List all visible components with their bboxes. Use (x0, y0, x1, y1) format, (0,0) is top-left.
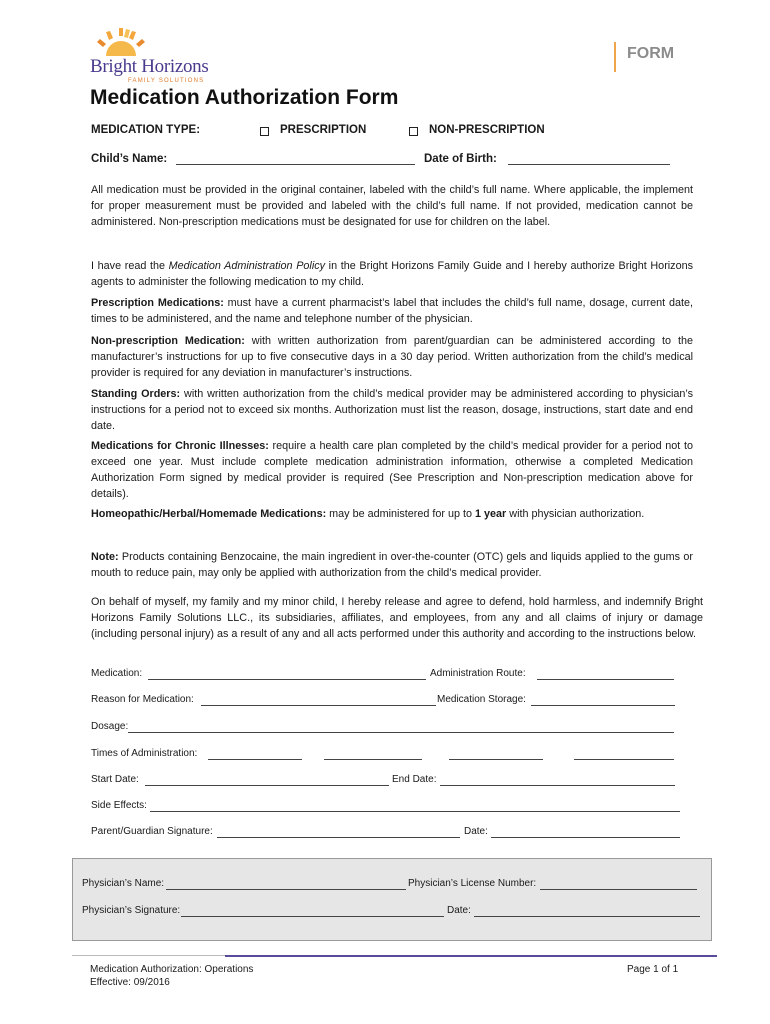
release-paragraph: On behalf of myself, my family and my minor child, I hereby release and agree to defend, hold harmless, and indemnify Bright Horizons Family Solutions LLC., its subsidiaries, affiliates, and employees, from any and all claims of injury or damage (including personal injury) as a result of any and all acts performed under this authority and according to the instructions below. (91, 596, 703, 640)
prescription-option: PRESCRIPTION (280, 124, 367, 136)
reason-label: Reason for Medication: (91, 694, 194, 705)
child-name-label: Child’s Name: (91, 153, 168, 165)
footer-effective-date: Effective: 09/2016 (90, 977, 170, 988)
page-title: Medication Authorization Form (90, 86, 399, 109)
footer-doc-name: Medication Authorization: Operations (90, 964, 254, 975)
physician-signature-field[interactable] (181, 905, 444, 917)
physician-name-field[interactable] (166, 878, 406, 890)
medication-field[interactable] (148, 668, 426, 680)
time-field-3[interactable] (449, 748, 543, 760)
dosage-field[interactable] (128, 721, 674, 733)
note-paragraph: Note: Products containing Benzocaine, the main ingredient in over-the-counter (OTC) gels and liquids applied to the gums or mouth to reduce pain, may only be applied with authorization from the child’s medical provider. (91, 551, 693, 579)
form-divider (614, 42, 616, 72)
time-field-4[interactable] (574, 748, 674, 760)
standing-orders-paragraph: Standing Orders: with written authorization from the child’s medical provider may be administered according to physician’s instructions for a period not to exceed six months. Authorization must list the reason, dosage, instructions, start date and end date. (91, 388, 693, 432)
non-prescription-paragraph: Non-prescription Medication: with written authorization from parent/guardian can be administered according to the manufacturer’s instructions for up to five consecutive days in a 30 day period. Written authorization from the child’s medical provider is required for any deviation in manufacturer’s instructions. (91, 335, 693, 379)
storage-field[interactable] (531, 694, 675, 706)
chronic-illness-paragraph: Medications for Chronic Illnesses: require a health care plan completed by the child’s medical provider for a period not to exceed one year. Must include complete medication administration information, otherwise a completed Medication Authorization Form signed by medical provider is required (See Prescription and Non-prescription medication above for details). (91, 440, 693, 500)
medication-type-label: MEDICATION TYPE: (91, 124, 201, 136)
logo-tagline: FAMILY SOLUTIONS (128, 78, 205, 84)
end-date-label: End Date: (392, 774, 437, 785)
footer-accent-bar (225, 955, 717, 957)
physician-date-field[interactable] (474, 905, 700, 917)
parent-date-field[interactable] (491, 826, 680, 838)
side-effects-field[interactable] (150, 800, 680, 812)
start-date-label: Start Date: (91, 774, 139, 785)
dosage-label: Dosage: (91, 721, 129, 732)
reason-field[interactable] (201, 694, 436, 706)
dob-label: Date of Birth: (424, 153, 497, 165)
physician-license-field[interactable] (540, 878, 697, 890)
times-label: Times of Administration: (91, 748, 198, 759)
footer-page-number: Page 1 of 1 (627, 964, 679, 975)
admin-route-label: Administration Route: (430, 668, 526, 679)
physician-date-label: Date: (447, 905, 471, 916)
side-effects-label: Side Effects: (91, 800, 147, 811)
non-prescription-option: NON-PRESCRIPTION (429, 124, 545, 136)
child-name-field[interactable] (176, 153, 415, 165)
parent-date-label: Date: (464, 826, 488, 837)
sunrise-icon (96, 28, 146, 58)
end-date-field[interactable] (440, 774, 675, 786)
logo-wordmark: Bright Horizons (90, 56, 209, 77)
prescription-paragraph: Prescription Medications: must have a current pharmacist’s label that includes the child’s full name, dosage, current date, times to be administered, and the name and telephone number of the physician. (91, 297, 693, 325)
admin-route-field[interactable] (537, 668, 674, 680)
medication-label: Medication: (91, 668, 143, 679)
prescription-checkbox[interactable] (260, 127, 269, 136)
dob-field[interactable] (508, 153, 670, 165)
physician-name-label: Physician’s Name: (82, 878, 165, 889)
physician-signature-label: Physician’s Signature: (82, 905, 181, 916)
physician-license-label: Physician’s License Number: (408, 878, 537, 889)
homeopathic-paragraph: Homeopathic/Herbal/Homemade Medications: may be administered for up to 1 year with physician authorization. (91, 508, 645, 520)
start-date-field[interactable] (145, 774, 389, 786)
storage-label: Medication Storage: (437, 694, 526, 705)
parent-signature-label: Parent/Guardian Signature: (91, 826, 213, 837)
time-field-1[interactable] (208, 748, 302, 760)
form-label: FORM (627, 45, 675, 62)
intro-paragraph: All medication must be provided in the original container, labeled with the child’s full name. Where applicable, the implement for proper measurement must be provided and labeled with the child’s full name. If not provided, medication cannot be administered. Non-prescription medications must be designated for use for children on the label. (91, 184, 693, 228)
non-prescription-checkbox[interactable] (409, 127, 418, 136)
time-field-2[interactable] (324, 748, 422, 760)
policy-paragraph: I have read the Medication Administration Policy in the Bright Horizons Family Guide and I hereby authorize Bright Horizons agents to administer the following medication to my child. (91, 260, 693, 288)
physician-section (72, 858, 712, 941)
parent-signature-field[interactable] (217, 826, 460, 838)
